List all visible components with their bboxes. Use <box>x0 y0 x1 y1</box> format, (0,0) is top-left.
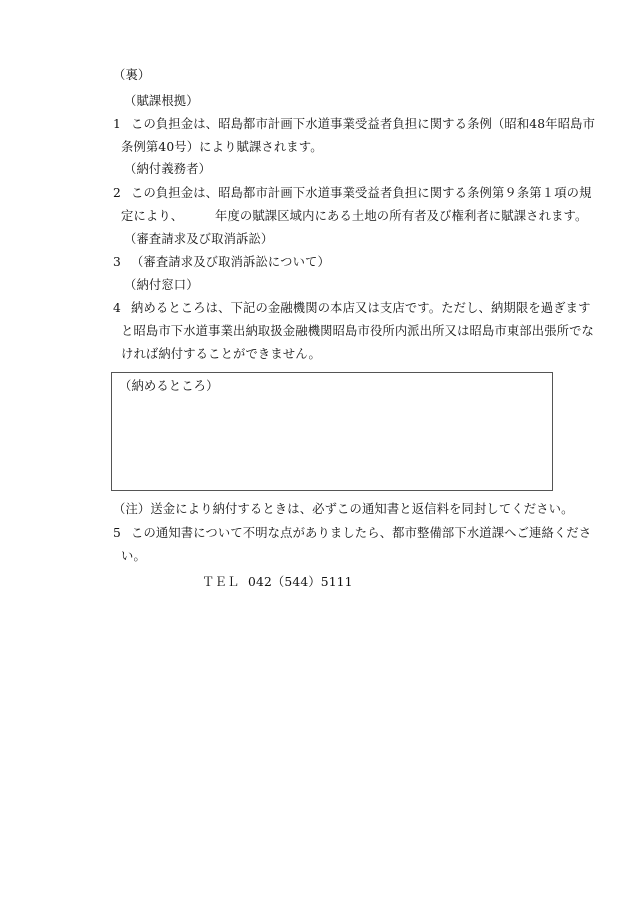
window-heading: （納付窓口） <box>124 278 199 292</box>
item4-number: 4 <box>113 301 121 315</box>
item5-line2: い。 <box>121 549 146 563</box>
tel-label: ＴＥＬ <box>202 575 240 589</box>
item3-text: （審査請求及び取消訴訟について） <box>131 255 330 269</box>
back-label: （裏） <box>113 68 151 82</box>
item2-line1: この負担金は、昭島都市計画下水道事業受益者負担に関する条例第９条第１項の規 <box>131 186 592 200</box>
item1-line1: この負担金は、昭島都市計画下水道事業受益者負担に関する条例（昭和48年昭島市 <box>131 117 596 131</box>
note-text: （注）送金により納付するときは、必ずこの通知書と返信料を同封してください。 <box>113 502 574 516</box>
item1-line2: 条例第40号）により賦課されます。 <box>121 140 323 154</box>
item5-line1: この通知書について不明な点がありましたら、都市整備部下水道課へご連絡くださ <box>131 526 592 540</box>
item2-line2-start: 定により、 <box>121 209 184 223</box>
item3-number: 3 <box>113 255 121 269</box>
tel-number: 042（544）5111 <box>248 575 353 589</box>
appeal-heading: （審査請求及び取消訴訟） <box>124 232 274 246</box>
item4-line1: 納めるところは、下記の金融機関の本店又は支店です。ただし、納期限を過ぎます <box>131 301 591 315</box>
item4-line3: ければ納付することができません。 <box>121 347 321 361</box>
obligor-heading: （納付義務者） <box>124 162 212 176</box>
basis-heading: （賦課根拠） <box>124 94 199 108</box>
item4-line2: と昭島市下水道事業出納取扱金融機関昭島市役所内派出所又は昭島市東部出張所でな <box>121 324 594 338</box>
payment-box-label: （納めるところ） <box>119 379 219 393</box>
item5-number: 5 <box>113 526 121 540</box>
item1-number: 1 <box>113 117 121 131</box>
item2-line2-end: 年度の賦課区域内にある土地の所有者及び権利者に賦課されます。 <box>215 209 588 223</box>
item2-number: 2 <box>113 186 121 200</box>
